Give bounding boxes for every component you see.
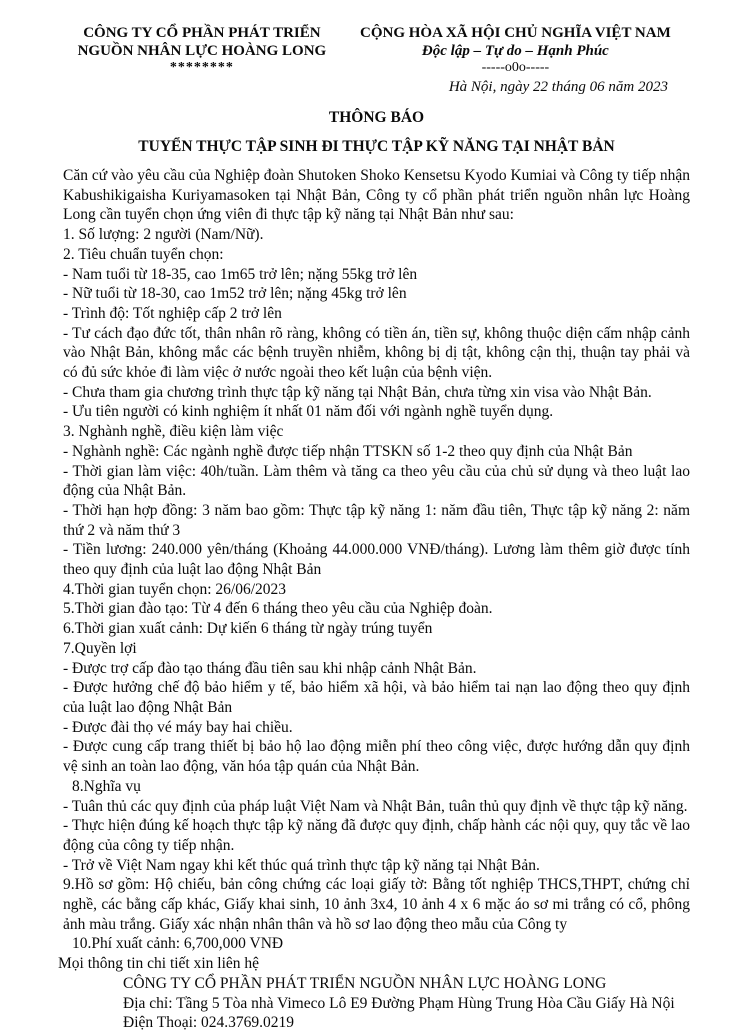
body-paragraph: - Tiền lương: 240.000 yên/tháng (Khoảng 44.000.000 VNĐ/tháng). Lương làm thêm giờ được tính theo quy định của luật lao động Nhật Bản [63,541,690,579]
contact-intro-line: Mọi thông tin chi tiết xin liên hệ [58,955,260,973]
footer-contact-block [63,974,690,1033]
body-paragraph: 6.Thời gian xuất cảnh: Dự kiến 6 tháng từ ngày trúng tuyển [63,620,433,638]
body-paragraph: 5.Thời gian đào tạo: Từ 4 đến 6 tháng theo yêu cầu của Nghiệp đoàn. [63,600,493,618]
body-paragraph: 2. Tiêu chuẩn tuyển chọn: [63,245,224,263]
footer-company-name: CÔNG TY CỔ PHẦN PHÁT TRIỂN NGUỒN NHÂN LỰC HOÀNG LONG [123,974,607,992]
document-body [63,166,690,954]
body-paragraph: 9.Hồ sơ gồm: Hộ chiếu, bản công chứng các loại giấy tờ: Bằng tốt nghiệp THCS,THPT, chứng chỉ nghề, các bằng cấp khác, Giấy khai sinh, 10 ảnh 3x4, 10 ảnh 4 x 6 mặc áo sơ mi trắng có cổ, phông ảnh màu trắng. Giấy xác nhận nhân thân và hồ sơ lao động theo mẫu của Công ty [63,876,690,933]
national-motto-line-1: CỘNG HÒA XÃ HỘI CHỦ NGHĨA VIỆT NAM [360,25,671,41]
document-header [63,24,690,96]
body-paragraph: - Nữ tuổi từ 18-30, cao 1m52 trở lên; nặng 45kg trở lên [63,285,407,303]
body-paragraph: 1. Số lượng: 2 người (Nam/Nữ). [63,226,264,244]
body-paragraph: 3. Nghành nghề, điều kiện làm việc [63,423,284,441]
document-title: THÔNG BÁO [328,109,425,126]
company-header-block [63,24,341,76]
place-date-line: Hà Nội, ngày 22 tháng 06 năm 2023 [448,79,668,95]
body-paragraph: - Tuân thủ các quy định của pháp luật Việt Nam và Nhật Bản, tuân thủ quy định về thực tập kỹ năng. [63,797,688,815]
body-paragraph: - Nam tuổi từ 18-35, cao 1m65 trở lên; nặng 55kg trở lên [63,265,418,283]
body-paragraph: - Trình độ: Tốt nghiệp cấp 2 trở lên [63,304,282,322]
body-paragraph: - Thời hạn hợp đồng: 3 năm bao gồm: Thực tập kỹ năng 1: năm đầu tiên, Thực tập kỹ năng 2: năm thứ 2 và năm thứ 3 [63,501,690,539]
body-paragraph: - Nghành nghề: Các ngành nghề được tiếp nhận TTSKN số 1-2 theo quy định của Nhật Bản [63,442,633,460]
motto-separator: -----o0o----- [481,60,550,75]
body-paragraph: - Ưu tiên người có kinh nghiệm ít nhất 01 năm đối với ngành nghề tuyển dụng. [63,403,554,421]
company-name-line-2: NGUỒN NHÂN LỰC HOÀNG LONG [77,43,327,59]
body-paragraph: - Được cung cấp trang thiết bị bảo hộ lao động miễn phí theo công việc, được hướng dẫn quy định vệ sinh an toàn lao động, văn hóa tập quán của Nhật Bản. [63,738,690,776]
body-paragraph: - Chưa tham gia chương trình thực tập kỹ năng tại Nhật Bản, chưa từng xin visa vào Nhật Bản. [63,383,652,401]
body-paragraph: - Được hưởng chế độ bảo hiểm y tế, bảo hiểm xã hội, và bảo hiểm tai nạn lao động theo quy định của luật lao động Nhật Bản [63,679,690,716]
body-paragraph: - Được trợ cấp đào tạo tháng đầu tiên sau khi nhập cảnh Nhật Bản. [63,659,477,677]
body-paragraph: 4.Thời gian tuyển chọn: 26/06/2023 [63,580,287,598]
body-paragraph: 10.Phí xuất cảnh: 6,700,000 VNĐ [72,935,284,953]
footer-address-line: Địa chỉ: Tầng 5 Tòa nhà Vimeco Lô E9 Đường Phạm Hùng Trung Hòa Cầu Giấy Hà Nội [123,994,675,1012]
company-name-line-1: CÔNG TY CỔ PHẦN PHÁT TRIỂN [83,25,321,41]
body-paragraph: 8.Nghĩa vụ [72,777,141,795]
body-paragraph: - Tư cách đạo đức tốt, thân nhân rõ ràng, không có tiền án, tiền sự, không thuộc diện cấm nhập cảnh vào Nhật Bản, không mắc các bệnh truyền nhiễm, không bị dị tật, không cận thị, thuận tay phải và có đủ sức khỏe đi làm việc ở nước ngoài theo kết luận của bệnh viện. [63,324,690,382]
document-subtitle: TUYỂN THỰC TẬP SINH ĐI THỰC TẬP KỸ NĂNG TẠI NHẬT BẢN [138,138,615,155]
body-paragraph: - Trở về Việt Nam ngay khi kết thúc quá trình thực tập kỹ năng tại Nhật Bản. [63,856,540,874]
national-motto-line-2: Độc lập – Tự do – Hạnh Phúc [421,43,609,59]
body-paragraph: - Thực hiện đúng kế hoạch thực tập kỹ năng đã được quy định, chấp hành các nội quy, quy tắc về lao động của công ty tiếp nhận. [63,817,690,854]
company-header-separator: ******** [169,60,234,75]
document-footer [58,954,690,1033]
body-paragraph: Căn cứ vào yêu cầu của Nghiệp đoàn Shutoken Shoko Kensetsu Kyodo Kumiai và Công ty tiếp nhận Kabushikigaisha Kuriyamasoken tại Nhật Bản, Công ty cổ phần phát triển nguồn nhân lực Hoàng Long cần tuyển chọn ứng viên đi thực tập kỹ năng tại Nhật Bản như sau: [63,167,690,224]
body-paragraph: - Được đài thọ vé máy bay hai chiều. [63,718,293,736]
body-paragraph: - Thời gian làm việc: 40h/tuần. Làm thêm và tăng ca theo yêu cầu của chủ sử dụng và theo luật lao động của Nhật Bản. [63,462,690,500]
body-paragraph: 7.Quyền lợi [63,639,137,657]
national-header-block [341,24,690,96]
footer-phone-line: Điện Thoại: 024.3769.0219 [123,1014,295,1032]
